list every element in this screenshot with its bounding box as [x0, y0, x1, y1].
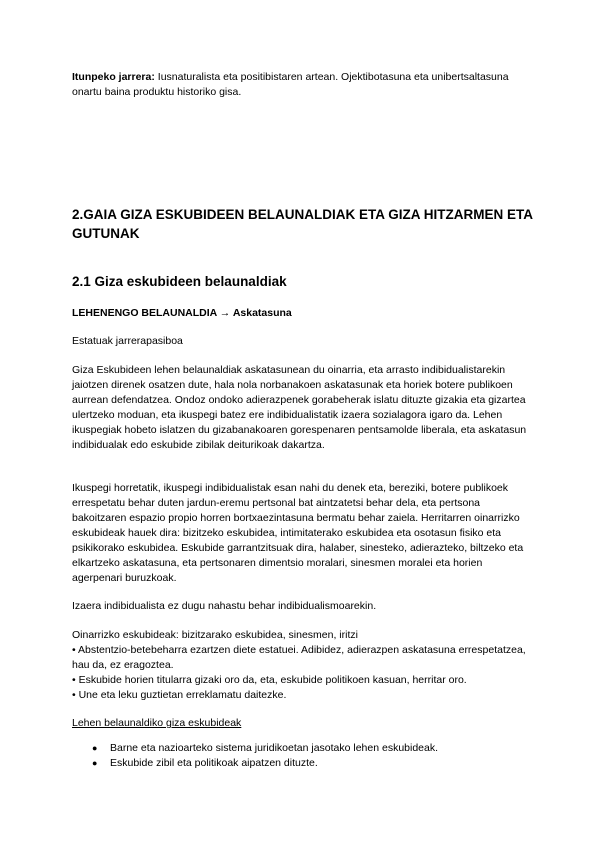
list-item: ● Barne eta nazioarteko sistema juridikoetan jasotako lehen eskubideak.	[90, 741, 552, 756]
dotted-item: • Eskubide horien titularra gizaki oro da, eta, eskubide politikoen kasuan, herritar oro.	[72, 674, 467, 686]
arrow-icon: →	[216, 307, 233, 319]
note-line: Estatuak jarrerapasiboa	[72, 335, 183, 347]
dotted-item: • Abstentzio-betebeharra ezartzen diete estatuei. Adibidez, adierazpen askatasuna errespetatzea, hau da, ez eragoztea.	[72, 644, 526, 671]
intro-label: Itunpeko jarrera:	[72, 71, 155, 83]
bullet-list	[90, 741, 552, 771]
list-heading: Lehen belaunaldiko giza eskubideak	[72, 717, 242, 729]
paragraph-1: Giza Eskubideen lehen belaunaldiak askatasunean du oinarria, eta arrasto indibidualistarekin jaiotzen direnek osatzen dute, hala nola norbanakoen askatasunak eta horiek botere publikoen aurrean defendatzea. Ondoz ondoko adierazpenek gorabeherak islatu dituzte gizakia eta gizartea ulertzeko moduan, eta ikuspegi batez ere indibidualistatik izaera sozialagora igaro da. Lehen ikuspegiak hobeto islatzen du gizabanakoaren gorespenaren pentsamolde liberala, eta askatasun indibidualak edo eskubide zibilak deiturikoak dakartza.	[72, 364, 527, 451]
chapter-title: 2.GAIA GIZA ESKUBIDEEN BELAUNALDIAK ETA GIZA HITZARMEN ETA GUTUNAK	[72, 207, 533, 241]
paragraph-2: Ikuspegi horretatik, ikuspegi indibidualistak esan nahi du denek eta, bereziki, botere publikoek errespetatu behar duten jardun-eremu pertsonal bat aintzatetsi behar dela, eta pertsona bakoitzaren espazio propio horren bortxaezintasuna bermatu behar zaiela. Herritarren oinarrizko eskubideak hauek dira: bizitzeko eskubidea, intimitaterako eskubidea eta osotasun fisiko eta psikikorako eskubidea. Eskubide garrantzitsuak dira, halaber, sinesteko, adierazteko, biltzeko eta elkartzeko askatasuna, eta pertsonaren dimentsio moralari, sinesmen moralei eta horien agerpenari buruzkoak.	[72, 482, 524, 584]
basic-rights-line: Oinarrizko eskubideak: bizitzarako eskubidea, sinesmen, iritzi	[72, 629, 358, 641]
subsection-heading	[72, 306, 534, 321]
basic-rights-block	[72, 628, 534, 703]
subsection-label: LEHENENGO BELAUNALDIA	[72, 307, 217, 319]
subsection-topic: Askatasuna	[232, 307, 292, 319]
list-item: ● Eskubide zibil eta politikoak aipatzen dituzte.	[90, 756, 552, 771]
paragraph-3: Izaera indibidualista ez dugu nahastu behar indibidualismoarekin.	[72, 600, 377, 612]
intro-text: Iusnaturalista eta positibistaren artean. Ojektibotasuna eta unibertsaltasuna onartu baina produktu historiko gisa.	[72, 71, 509, 98]
dotted-item: • Une eta leku guztietan erreklamatu daitezke.	[72, 689, 287, 701]
intro-paragraph	[72, 70, 534, 100]
section-title: 2.1 Giza eskubideen belaunaldiak	[72, 274, 287, 289]
